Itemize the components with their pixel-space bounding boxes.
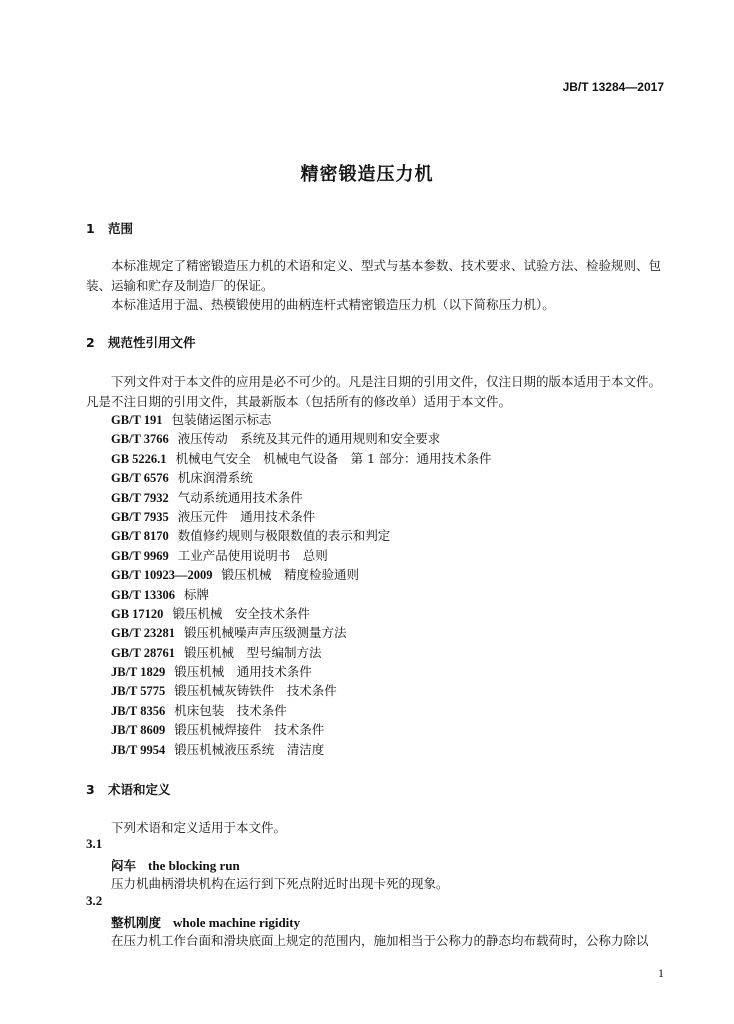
term-number: 3.1 <box>86 836 103 851</box>
section-title: 规范性引用文件 <box>108 335 196 350</box>
document-title: 精密锻造压力机 <box>300 164 434 185</box>
section-number: 1 <box>86 221 95 236</box>
section-2-heading <box>86 333 196 351</box>
reference-item: GB/T 28761 锻压机械 型号编制方法 <box>111 644 322 660</box>
reference-list <box>111 410 491 759</box>
section-title: 术语和定义 <box>108 782 171 797</box>
reference-item: JB/T 1829 锻压机械 通用技术条件 <box>111 664 312 680</box>
reference-item: GB 5226.1 机械电气安全 机械电气设备 第 1 部分：通用技术条件 <box>111 450 492 466</box>
paragraph: 本标准适用于温、热模锻使用的曲柄连杆式精密锻造压力机（以下简称压力机）。 <box>111 297 555 312</box>
reference-item: GB/T 7932 气动系统通用技术条件 <box>111 489 303 505</box>
section-title: 范围 <box>108 221 134 236</box>
reference-item: GB/T 8170 数值修约规则与极限数值的表示和判定 <box>111 528 391 544</box>
standard-code: JB/T 13284—2017 <box>562 80 664 94</box>
reference-item: GB/T 6576 机床润滑系统 <box>111 470 253 486</box>
term-english: whole machine rigidity <box>173 915 301 930</box>
reference-item: GB 17120 锻压机械 安全技术条件 <box>111 605 310 621</box>
term-chinese: 闷车 <box>111 858 137 873</box>
term-definition: 压力机曲柄滑块机构在运行到下死点附近时出现卡死的现象。 <box>111 876 449 891</box>
reference-item: GB/T 10923—2009 锻压机械 精度检验通则 <box>111 567 360 583</box>
term-chinese: 整机刚度 <box>111 915 162 930</box>
section-1-heading <box>86 219 133 237</box>
reference-item: GB/T 13306 标牌 <box>111 586 210 602</box>
section-number: 3 <box>86 782 95 797</box>
paragraph: 下列文件对于本文件的应用是必不可少的。凡是注日期的引用文件，仅注日期的版本适用于本文件。凡是不注日期的引用文件，其最新版本（包括所有的修改单）适用于本文件。 <box>86 374 662 409</box>
reference-item: JB/T 8609 锻压机械焊接件 技术条件 <box>111 722 325 738</box>
term-name <box>111 855 240 874</box>
reference-item: JB/T 5775 锻压机械灰铸铁件 技术条件 <box>111 683 337 699</box>
term-number: 3.2 <box>86 893 103 908</box>
reference-item: GB/T 23281 锻压机械噪声声压级测量方法 <box>111 625 347 641</box>
reference-item: GB/T 3766 液压传动 系统及其元件的通用规则和安全要求 <box>111 431 441 447</box>
section-3-heading <box>86 780 171 798</box>
reference-item: GB/T 9969 工业产品使用说明书 总则 <box>111 547 328 563</box>
term-name <box>111 912 300 931</box>
term-definition: 在压力机工作台面和滑块底面上规定的范围内，施加相当于公称力的静态均布载荷时，公称力除以 <box>111 933 649 948</box>
term-english: the blocking run <box>148 858 240 873</box>
reference-item: GB/T 191 包装储运图示标志 <box>111 412 272 427</box>
reference-item: JB/T 8356 机床包装 技术条件 <box>111 702 287 718</box>
reference-item: GB/T 7935 液压元件 通用技术条件 <box>111 508 316 524</box>
section-3-intro: 下列术语和定义适用于本文件。 <box>111 820 287 835</box>
paragraph: 本标准规定了精密锻造压力机的术语和定义、型式与基本参数、技术要求、试验方法、检验规则、包装、运输和贮存及制造厂的保证。 <box>86 258 662 293</box>
section-2-intro <box>86 372 670 411</box>
reference-item: JB/T 9954 锻压机械液压系统 清洁度 <box>111 741 325 757</box>
page-number: 1 <box>658 966 664 980</box>
section-number: 2 <box>86 335 95 350</box>
section-1-body <box>86 256 670 315</box>
